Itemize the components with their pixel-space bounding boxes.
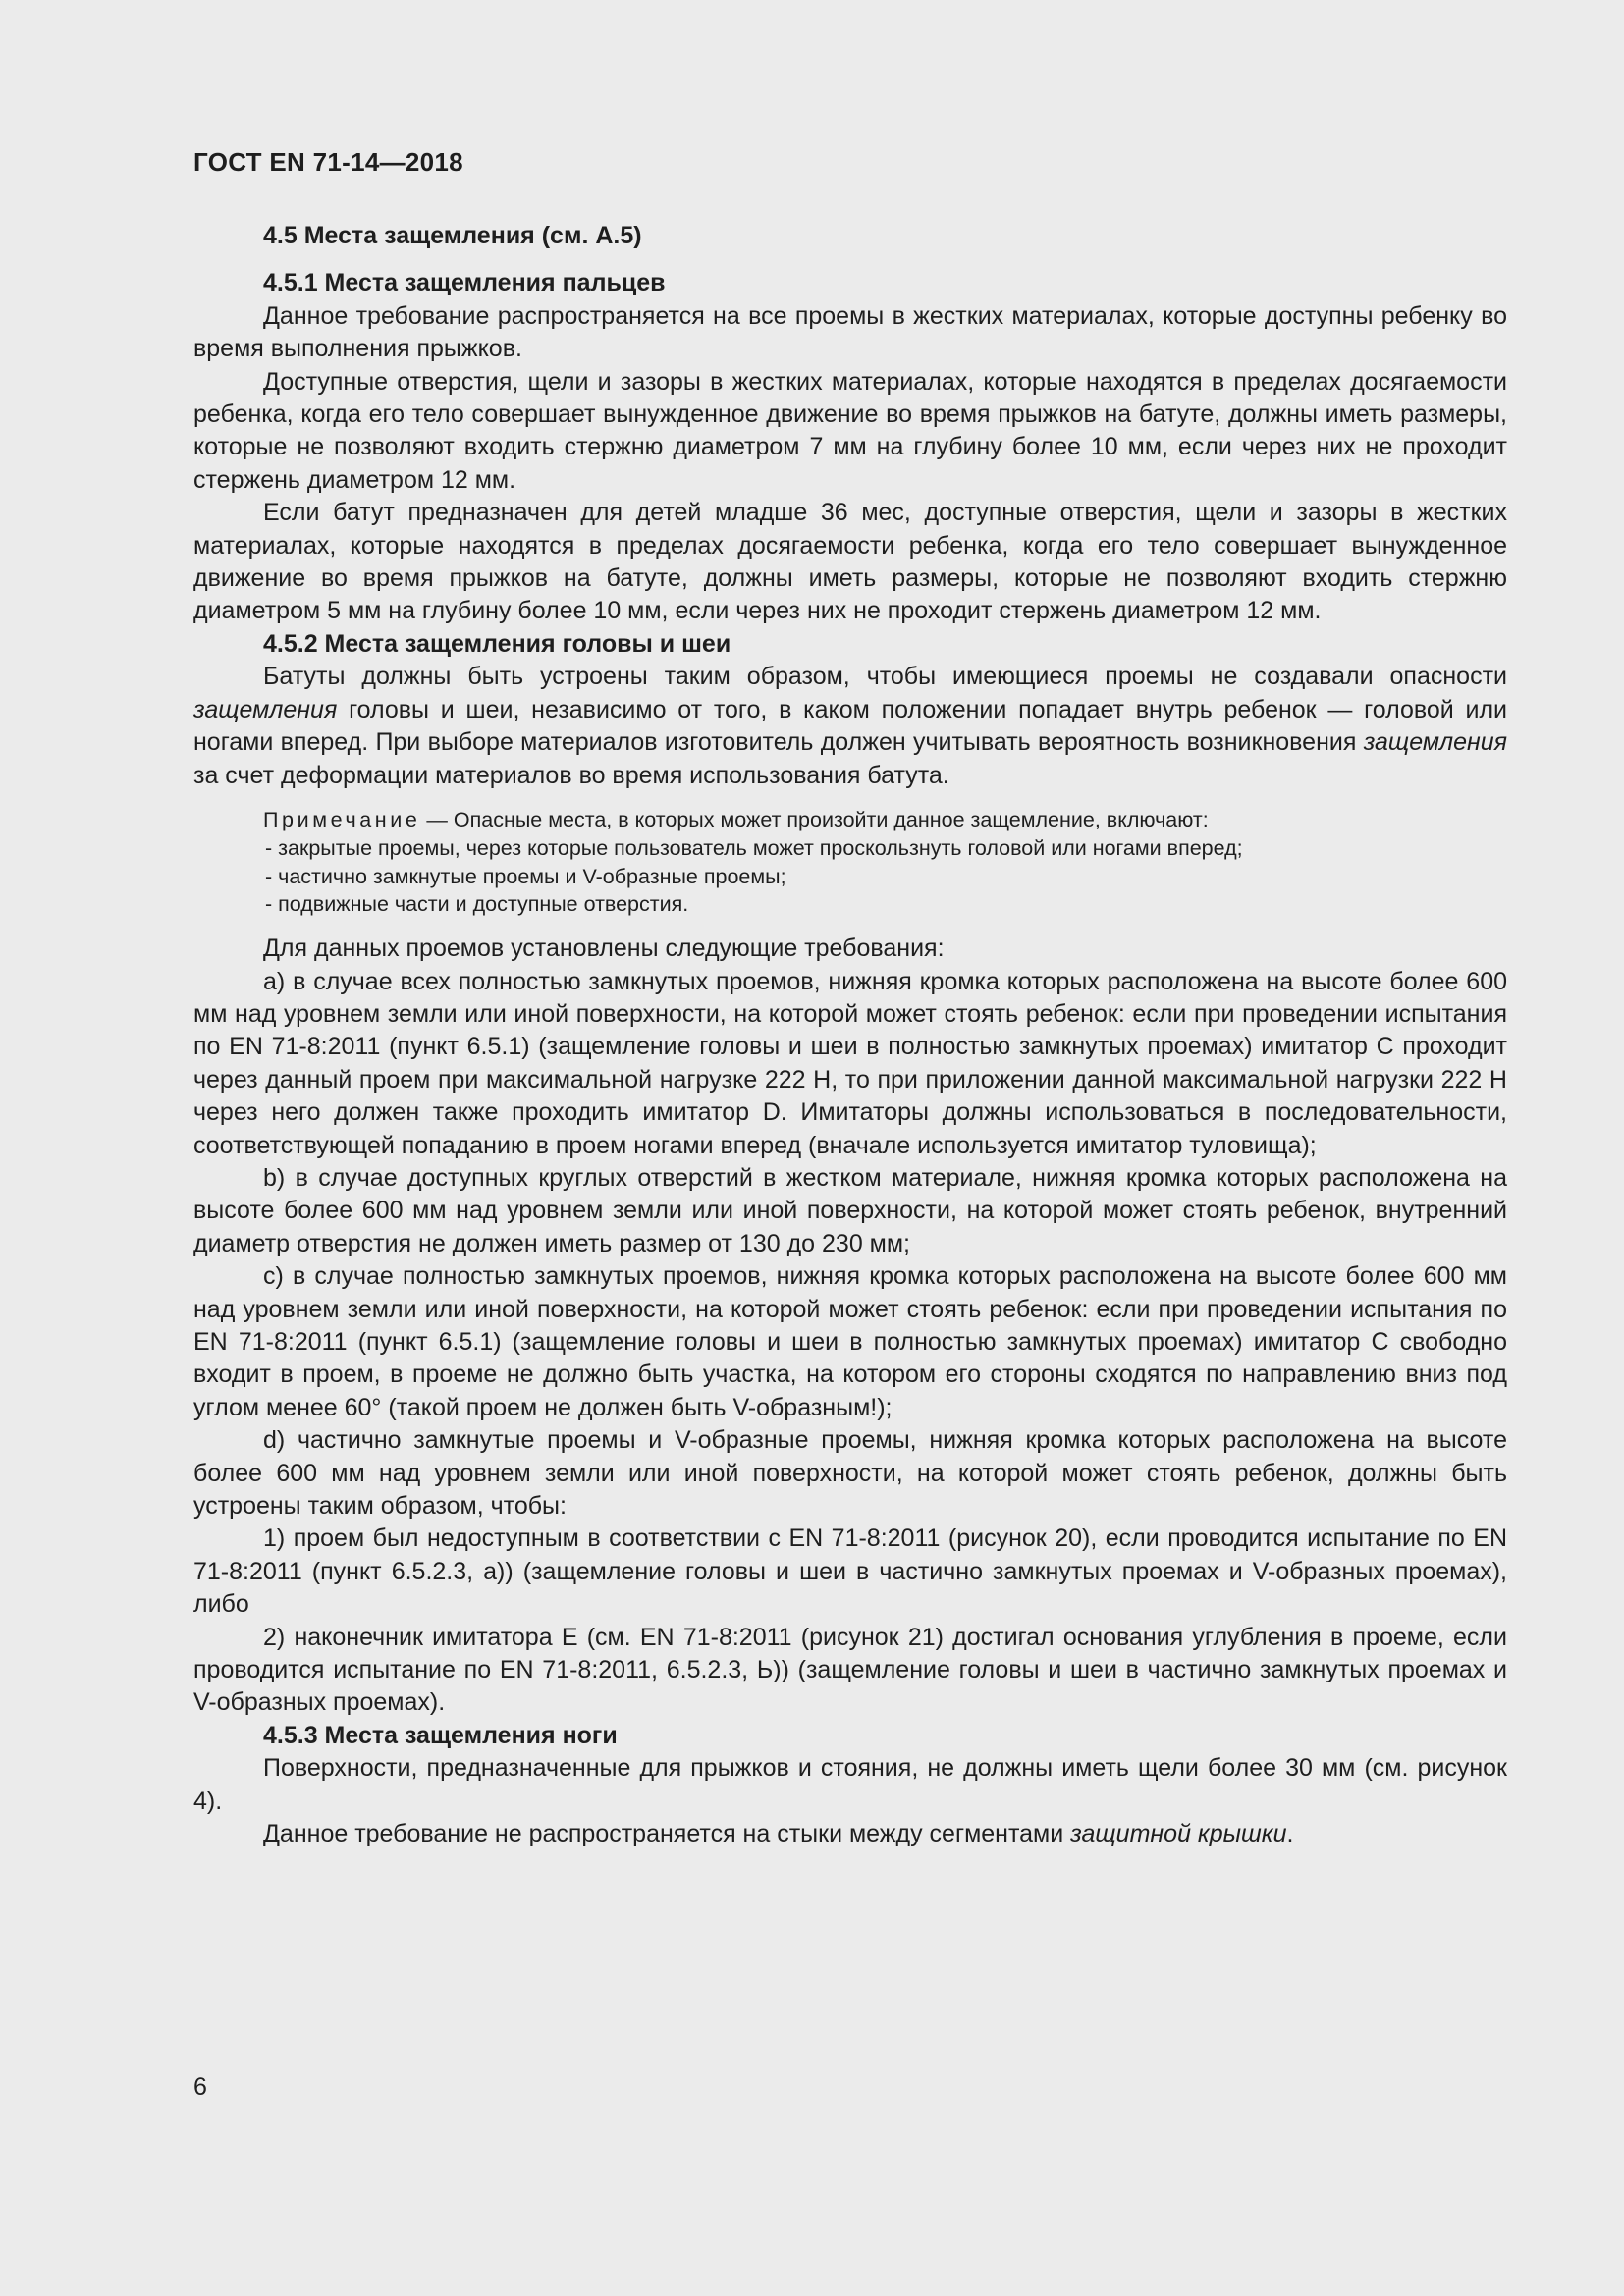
text-run: Батуты должны быть устроены таким образом, чтобы имеющиеся проемы не создавали опасности [263,663,1507,691]
note-line [263,806,1507,834]
note-label: Примечание [263,807,421,831]
section-4-5-title: 4.5 Места защемления (см. А.5) [263,222,642,249]
requirement-d-2: 2) наконечник имитатора Е (см. EN 71-8:2011 (рисунок 21) достигал основания углубления в проеме, если проводится испытание по EN 71-8:2011, 6.5.2.3, Ь)) (защемление головы и шеи в частично замкнутых проемах и V-образных проемах). [193,1623,1507,1717]
paragraph: Доступные отверстия, щели и зазоры в жестких материалах, которые находятся в пределах досягаемости ребенка, когда его тело совершает вынужденное движение во время прыжков на батуте, должны иметь размеры, которые не позволяют входить стержню диаметром 7 мм на глубину более 10 мм, если через них не проходит стержень диаметром 12 мм. [193,367,1507,494]
note-list-item: - подвижные части и доступные отверстия. [265,892,689,917]
paragraph: Если батут предназначен для детей младше 36 мес, доступные отверстия, щели и зазоры в жестких материалах, которые находятся в пределах досягаемости ребенка, когда его тело совершает вынужденное движение во время прыжков на батуте, должны иметь размеры, которые не позволяют входить стержню диаметром 5 мм на глубину более 10 мм, если через них не проходит стержень диаметром 12 мм. [193,499,1507,625]
paragraph: Поверхности, предназначенные для прыжков и стояния, не должны иметь щели более 30 мм (см. рисунок 4). [193,1754,1507,1815]
requirement-d-1: 1) проем был недоступным в соответствии с EN 71-8:2011 (рисунок 20), если проводится испытание по EN 71-8:2011 (пункт 6.5.2.3, а)) (защемление головы и шеи в частично замкнутых проемах и V-образных проемах), либо [193,1524,1507,1619]
paragraph: Данное требование распространяется на все проемы в жестких материалах, которые доступны ребенку во время выполнения прыжков. [193,301,1507,363]
paragraph: Для данных проемов установлены следующие требования: [263,934,945,963]
section-4-5-1-title: 4.5.1 Места защемления пальцев [263,269,666,297]
paragraph [193,1818,1507,1850]
section-4-5-3-title: 4.5.3 Места защемления ноги [263,1721,618,1749]
requirement-c: c) в случае полностью замкнутых проемов, нижняя кромка которых расположена на высоте более 600 мм над уровнем земли или иной поверхности, на которой может стоять ребенок: если при проведении испытания по EN 71-8:2011 (пункт 6.5.1) (защемление головы и шеи в полностью замкнутых проемах) имитатор С свободно входит в проем, в проеме не должно быть участка, на котором его стороны сходятся по направлению вниз под углом менее 60° (такой проем не должен быть V-образным!); [193,1262,1507,1421]
requirement-d: d) частично замкнутые проемы и V-образные проемы, нижняя кромка которых расположена на высоте более 600 мм над уровнем земли или иной поверхности, на которой может стоять ребенок, должны быть устроены таким образом, чтобы: [193,1426,1507,1520]
document-body [193,220,1507,1850]
page-number: 6 [193,2073,207,2101]
requirement-a: a) в случае всех полностью замкнутых проемов, нижняя кромка которых расположена на высоте более 600 мм над уровнем земли или иной поверхности, на которой может стоять ребенок: если при проведении испытания по EN 71-8:2011 (пункт 6.5.1) (защемление головы и шеи в полностью замкнутых проемах) имитатор С проходит через данный проем при максимальной нагрузке 222 Н, то при приложении данной максимальной нагрузки 222 Н через него должен также проходить имитатор D. Имитаторы должны использоваться в последовательности, соответствующей попаданию в проем ногами вперед (вначале используется имитатор туловища); [193,967,1507,1159]
note-list-item: - закрытые проемы, через которые пользователь может проскользнуть головой или ногами вперед; [265,835,1243,860]
requirement-b: b) в случае доступных круглых отверстий в жестком материале, нижняя кромка которых расположена на высоте более 600 мм над уровнем земли или иной поверхности, на которой может стоять ребенок, внутренний диаметр отверстия не должен иметь размер от 130 до 230 мм; [193,1163,1507,1257]
section-4-5-2-title: 4.5.2 Места защемления головы и шеи [263,629,731,658]
text-run: головы и шеи, независимо от того, в каком положении попадает внутрь ребенок — головой или ногами вперед. При выборе материалов изготовитель должен учитывать вероятность возникновения [193,695,1507,757]
paragraph [193,661,1507,792]
text-run: Данное требование не распространяется на стыки между сегментами [263,1820,1071,1848]
document-header: ГОСТ EN 71-14—2018 [193,147,463,177]
text-run: . [1286,1820,1294,1848]
term-italic: защитной крышки [1070,1820,1287,1848]
note-list-item: - частично замкнутые проемы и V-образные проемы; [265,864,786,888]
note-text: — Опасные места, в которых может произойти данное защемление, включают: [420,807,1209,831]
note-block [263,806,1507,919]
text-run: за счет деформации материалов во время использования батута. [193,761,949,789]
term-italic: защемления [193,695,338,723]
term-italic: защемления [1363,728,1507,757]
